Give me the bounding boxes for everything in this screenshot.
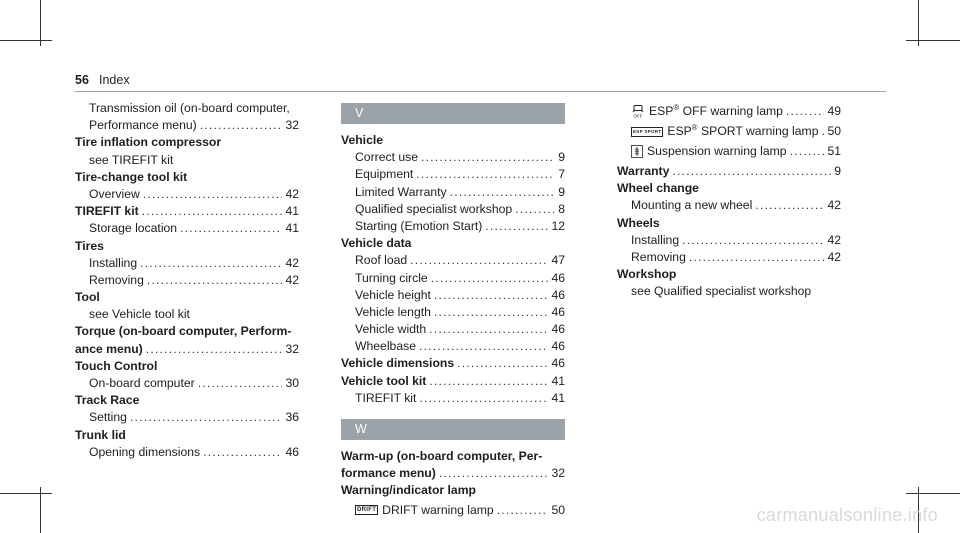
index-entry[interactable]: On-board computer ..... 30 bbox=[75, 375, 299, 392]
page-ref: 42 bbox=[827, 249, 841, 264]
page-ref: 42 bbox=[827, 232, 841, 247]
index-entry[interactable]: Installing ..... 42 bbox=[75, 255, 299, 272]
page-ref: 9 bbox=[558, 184, 565, 199]
index-column-2 bbox=[341, 100, 565, 519]
index-entry[interactable]: Storage location ..... 41 bbox=[75, 220, 299, 237]
page-ref: 46 bbox=[551, 356, 565, 371]
page-ref: 9 bbox=[834, 164, 841, 178]
see-reference[interactable]: see TIREFIT kit bbox=[89, 152, 174, 167]
index-heading: Workshop bbox=[617, 267, 677, 282]
page-ref: 46 bbox=[551, 339, 565, 354]
index-heading-entry[interactable]: Vehicle tool kit ..... 41 bbox=[341, 373, 565, 390]
page-ref: 32 bbox=[285, 341, 299, 356]
index-entry[interactable]: Turning circle ..... 46 bbox=[341, 270, 565, 287]
index-heading: Warning/indicator lamp bbox=[341, 483, 476, 498]
page-ref: 32 bbox=[285, 118, 299, 133]
index-heading: Tires bbox=[75, 238, 104, 253]
esp-off-lamp-icon bbox=[631, 105, 645, 118]
page-ref: 41 bbox=[551, 373, 565, 388]
index-heading: Warm-up (on-board computer, Per- bbox=[341, 449, 543, 463]
page-ref: 47 bbox=[551, 253, 565, 268]
svg-text:OFF: OFF bbox=[633, 113, 643, 119]
page-ref: 42 bbox=[285, 255, 299, 270]
page-title: Index bbox=[99, 73, 130, 87]
index-heading-entry[interactable]: TIREFIT kit ..... 41 bbox=[75, 203, 299, 220]
index-entry[interactable]: DRIFT DRIFT warning lamp ..... 50 bbox=[341, 502, 565, 519]
index-heading: Wheels bbox=[617, 215, 660, 230]
index-heading: Trunk lid bbox=[75, 427, 126, 442]
section-letter-w: W bbox=[341, 419, 565, 440]
index-entry[interactable]: Mounting a new wheel ..... 42 bbox=[617, 197, 841, 214]
page-ref: 30 bbox=[285, 376, 299, 390]
crop-mark bbox=[0, 493, 52, 494]
index-entry[interactable]: Removing ..... 42 bbox=[617, 249, 841, 266]
index-entry[interactable]: Removing ..... 42 bbox=[75, 272, 299, 289]
index-entry[interactable]: ESP SPORT ESP® SPORT warning lamp ..... 50 bbox=[617, 121, 841, 141]
see-reference[interactable]: see Vehicle tool kit bbox=[89, 307, 190, 322]
page-ref: 46 bbox=[285, 444, 299, 459]
drift-lamp-icon: DRIFT bbox=[357, 507, 377, 514]
index-entry[interactable]: Overview ..... 42 bbox=[75, 186, 299, 203]
page-ref: 46 bbox=[551, 322, 565, 337]
index-entry[interactable]: Wheelbase ..... 46 bbox=[341, 338, 565, 355]
index-entry[interactable]: Equipment ..... 7 bbox=[341, 166, 565, 183]
index-heading: Tire inflation compressor bbox=[75, 135, 222, 150]
page-ref: 50 bbox=[551, 502, 565, 517]
index-heading: Track Race bbox=[75, 393, 140, 408]
index-heading-entry[interactable]: Vehicle dimensions ..... 46 bbox=[341, 355, 565, 372]
page-ref: 7 bbox=[558, 167, 565, 182]
index-heading: Tire-change tool kit bbox=[75, 169, 188, 184]
page-ref: 9 bbox=[558, 150, 565, 165]
page-ref: 46 bbox=[551, 304, 565, 319]
page-ref: 12 bbox=[551, 218, 565, 233]
index-heading-entry[interactable]: Warranty ..... 9 bbox=[617, 163, 841, 180]
index-entry[interactable]: Vehicle length ..... 46 bbox=[341, 304, 565, 321]
page-ref: 42 bbox=[285, 186, 299, 201]
index-heading-entry[interactable]: ance menu) ..... 32 bbox=[75, 341, 299, 358]
index-heading: Vehicle bbox=[341, 133, 384, 147]
page-number: 56 bbox=[75, 73, 89, 87]
index-heading: Vehicle data bbox=[341, 236, 412, 251]
page-ref: 41 bbox=[285, 221, 299, 236]
page-ref: 8 bbox=[558, 201, 565, 216]
esp-sport-lamp-icon: ESP SPORT bbox=[631, 127, 663, 137]
index-heading: Wheel change bbox=[617, 181, 699, 196]
index-entry[interactable]: Suspension warning lamp ..... 51 bbox=[617, 141, 841, 161]
index-entry[interactable]: TIREFIT kit ..... 41 bbox=[341, 390, 565, 407]
index-entry[interactable]: Limited Warranty ..... 9 bbox=[341, 184, 565, 201]
crop-mark bbox=[0, 40, 52, 41]
page-ref: 51 bbox=[827, 144, 841, 158]
section-letter-v: V bbox=[341, 103, 565, 124]
page-ref: 36 bbox=[285, 410, 299, 425]
page-ref: 41 bbox=[551, 390, 565, 405]
index-entry[interactable]: Qualified specialist workshop ..... 8 bbox=[341, 201, 565, 218]
page-ref: 42 bbox=[827, 198, 841, 213]
see-reference[interactable]: see Qualified specialist workshop bbox=[631, 284, 812, 299]
index-entry[interactable]: Starting (Emotion Start) ..... 12 bbox=[341, 218, 565, 235]
page-ref: 50 bbox=[827, 124, 841, 138]
index-entry-text: Transmission oil (on-board computer, bbox=[89, 101, 290, 115]
index-heading-entry[interactable]: formance menu) ..... 32 bbox=[341, 465, 565, 482]
page-ref: 32 bbox=[551, 466, 565, 481]
index-entry[interactable]: Opening dimensions ..... 46 bbox=[75, 444, 299, 461]
header-rule bbox=[75, 91, 886, 92]
index-entry[interactable]: Roof load ..... 47 bbox=[341, 252, 565, 269]
crop-mark bbox=[906, 493, 960, 494]
suspension-lamp-icon bbox=[631, 145, 643, 158]
index-heading: Torque (on-board computer, Perform- bbox=[75, 324, 292, 339]
index-entry[interactable]: Vehicle height ..... 46 bbox=[341, 287, 565, 304]
index-column-3 bbox=[617, 101, 841, 301]
page-ref: 46 bbox=[551, 287, 565, 302]
index-entry[interactable]: Installing ..... 42 bbox=[617, 232, 841, 249]
index-entry[interactable]: Setting ..... 36 bbox=[75, 409, 299, 426]
index-heading: Tool bbox=[75, 290, 100, 305]
index-entry[interactable]: OFF ESP® OFF warning lamp ..... 49 bbox=[617, 101, 841, 121]
index-heading: Touch Control bbox=[75, 358, 158, 373]
index-entry[interactable]: Performance menu) ..... 32 bbox=[75, 117, 299, 134]
index-entry[interactable]: Vehicle width ..... 46 bbox=[341, 321, 565, 338]
page-ref: 41 bbox=[285, 204, 299, 219]
page-ref: 46 bbox=[551, 270, 565, 285]
watermark: carmanualsonline.info bbox=[756, 505, 938, 525]
page-ref: 42 bbox=[285, 272, 299, 287]
page-ref: 49 bbox=[827, 104, 841, 118]
index-column-1 bbox=[75, 100, 299, 461]
crop-mark bbox=[906, 40, 960, 41]
index-entry[interactable]: Correct use ..... 9 bbox=[341, 149, 565, 166]
